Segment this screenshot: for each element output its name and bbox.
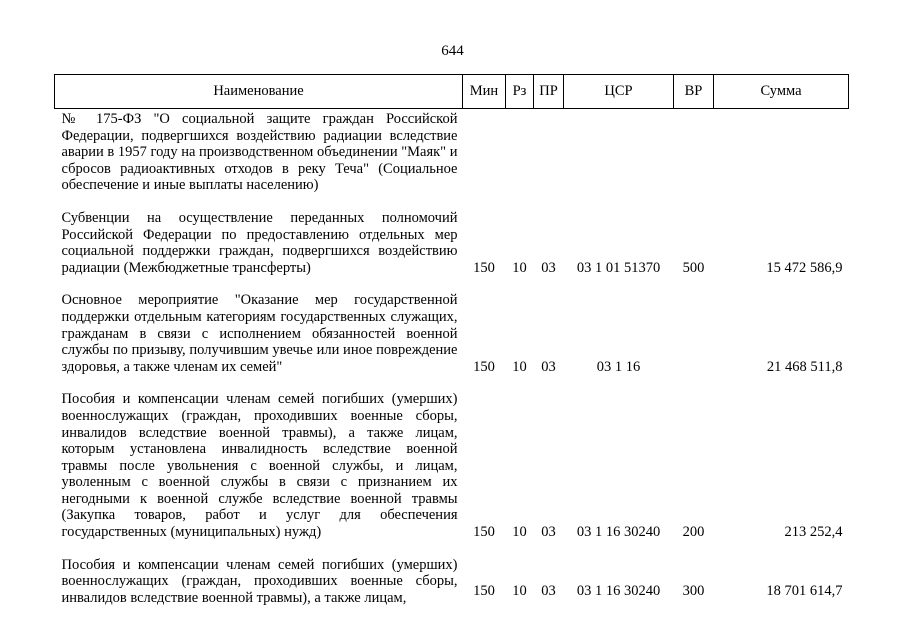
row-csr: 03 1 16 <box>596 358 641 375</box>
row-vr: 300 <box>682 582 705 599</box>
row-sum: 15 472 586,9 <box>766 259 843 276</box>
table-row <box>55 109 849 194</box>
row-vr: 200 <box>682 524 705 541</box>
row-csr: 03 1 16 30240 <box>576 524 661 541</box>
row-gap <box>55 276 849 292</box>
row-gap <box>55 375 849 391</box>
row-sum: 18 701 614,7 <box>766 582 843 599</box>
header-rz: Рз <box>506 75 534 109</box>
table-header-row <box>55 75 849 109</box>
row-vr: 500 <box>682 259 705 276</box>
row-name: Пособия и компенсации членам семей погибших (умерших) военнослужащих (граждан, проходивших военные сборы, инвалидов вследствие военной травмы), а также лицам, которым установлена инвалидность вследствие военной травмы после увольнения с военной службы, и лицам, уволенным с военной службы в связи с признанием их негодными к военной службе вследствие военной травмы (Закупка товаров, работ и услуг для обеспечения государственных (муниципальных) нужд) <box>61 391 458 541</box>
row-rz <box>506 109 534 194</box>
row-pr: 03 <box>541 358 556 375</box>
row-gap <box>55 194 849 210</box>
row-name: Основное мероприятие "Оказание мер государственной поддержки отдельным категориям государственных служащих, гражданам в связи с исполнением обязанностей военной службы по призыву, получившим увечье или иное повреждение здоровья, а также членам их семей" <box>61 292 458 375</box>
row-name: Пособия и компенсации членам семей погибших (умерших) военнослужащих (граждан, проходивших военные сборы, инвалидов вследствие военной травмы), а также лицам, <box>61 556 458 606</box>
table-row <box>55 292 849 375</box>
header-pr: ПР <box>534 75 564 109</box>
page-number: 644 <box>441 43 464 59</box>
row-pr: 03 <box>541 582 556 599</box>
row-pr <box>534 109 564 194</box>
row-name: Субвенции на осуществление переданных полномочий Российской Федерации по предоставлению отдельных мер социальной поддержки граждан, подвергшихся воздействию радиации (Межбюджетные трансферты) <box>61 209 458 276</box>
header-csr: ЦСР <box>564 75 674 109</box>
row-min: 150 <box>473 259 495 276</box>
row-rz: 10 <box>512 259 527 276</box>
row-pr: 03 <box>541 259 556 276</box>
row-pr: 03 <box>541 524 556 541</box>
header-min: Мин <box>463 75 506 109</box>
table-row <box>55 391 849 540</box>
header-vr: ВР <box>674 75 714 109</box>
header-name: Наименование <box>55 75 463 109</box>
row-min: 150 <box>473 358 495 375</box>
row-sum: 21 468 511,8 <box>766 358 843 375</box>
row-rz: 10 <box>512 524 527 541</box>
budget-table <box>54 74 849 606</box>
row-gap <box>55 541 849 557</box>
row-min: 150 <box>473 582 495 599</box>
row-rz: 10 <box>512 582 527 599</box>
row-csr <box>564 109 674 194</box>
row-min: 150 <box>473 524 495 541</box>
header-sum: Сумма <box>714 75 849 109</box>
row-csr: 03 1 16 30240 <box>576 582 661 599</box>
table-row <box>55 210 849 276</box>
row-vr <box>674 292 714 375</box>
row-csr: 03 1 01 51370 <box>576 259 661 276</box>
row-name: № 175-ФЗ "О социальной защите граждан Российской Федерации, подвергшихся воздействию радиации вследствие аварии в 1957 году на производственном объединении "Маяк" и сбросов радиоактивных отходов в реку Теча" (Социальное обеспечение и иные выплаты населению) <box>61 111 458 194</box>
row-rz: 10 <box>512 358 527 375</box>
row-sum: 213 252,4 <box>784 524 843 541</box>
row-vr <box>674 109 714 194</box>
row-min <box>463 109 506 194</box>
table-row <box>55 557 849 607</box>
row-sum <box>714 109 849 194</box>
